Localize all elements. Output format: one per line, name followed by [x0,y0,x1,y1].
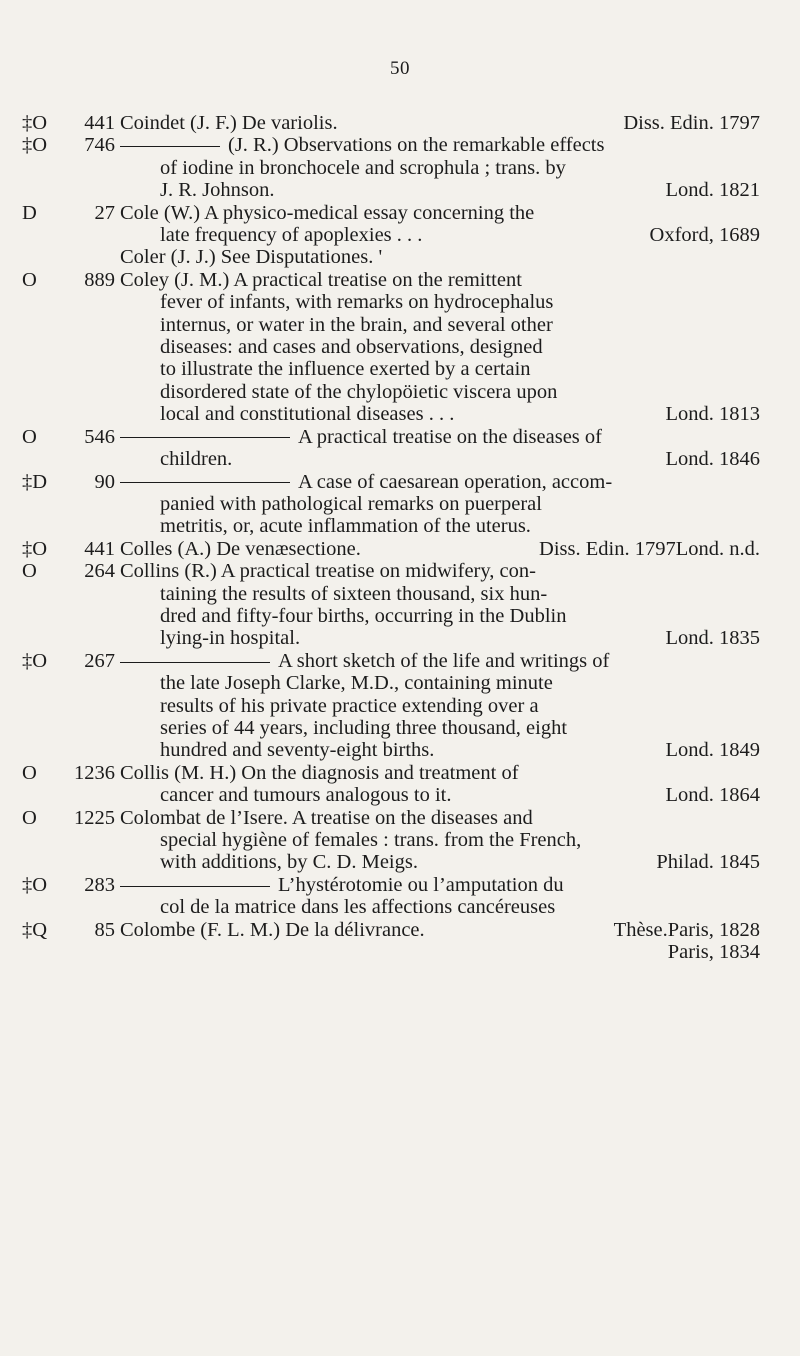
line-text: Coley (J. M.) A practical treatise on the remittent [120,268,522,291]
bibliography-entry [0,918,800,964]
line-text: Colombat de l’Isere. A treatise on the diseases and [120,806,533,829]
line-text: of iodine in bronchocele and scrophula ; trans. by [160,156,566,179]
imprint: Lond. 1864 [665,784,760,807]
imprint: Thèse. [613,918,668,941]
entry-text [120,134,760,201]
entry-line [120,627,760,649]
line-text: Colles (A.) De venæsectione. [120,537,361,560]
entry-line [120,874,760,896]
entry-text [120,560,760,650]
entry-mark: ‡D [22,470,48,493]
entry-line [120,381,760,403]
entry-line [120,269,760,291]
entry-line [120,358,760,380]
bibliography-entry [0,269,800,426]
entry-number: 283 [84,873,115,896]
entry-text [120,650,760,762]
entry-number: 889 [84,268,115,291]
imprint: Oxford, 1689 [649,224,760,247]
line-text: col de la matrice dans les affections cancéreuses [160,896,556,919]
line-text: with additions, by C. D. Meigs. [160,851,418,874]
line-text: late frequency of apoplexies . . . [160,224,423,247]
line-text: special hygiène of females : trans. from the French, [160,829,582,851]
line-text: local and constitutional diseases . . . [160,403,455,426]
entry-number: 441 [84,537,115,560]
page-number: 50 [390,58,410,79]
entry-mark: O [22,560,37,583]
imprint: Diss. Edin. 1797 [539,537,676,560]
entry-line [120,538,760,560]
bibliography-entry [0,202,800,269]
line-text: Cole (W.) A physico-medical essay concerning the [120,201,535,224]
imprint: Lond. n.d. [675,537,760,560]
entry-number: 746 [84,134,115,157]
entry-line [120,717,760,739]
entry-number: 546 [84,425,115,448]
imprint: Lond. 1846 [665,448,760,471]
entry-line [120,336,760,358]
entry-line [120,583,760,605]
ditto-rule [120,146,220,147]
bibliography-entry [0,560,800,650]
entry-text [120,762,760,807]
entry-line [120,560,760,582]
entry-line [120,134,760,156]
entry-line [120,829,760,851]
entry-line [120,202,760,224]
entry-number: 90 [94,470,115,493]
entry-mark: ‡O [22,537,48,560]
entry-line [120,179,760,201]
entry-line [120,157,760,179]
entry-line [120,784,760,806]
line-text: A short sketch of the life and writings of [278,649,610,672]
bibliography-entry [0,426,800,471]
entry-line [120,224,760,246]
entry-line [120,291,760,313]
entry-line [120,896,760,918]
entry-line [120,739,760,761]
line-text: panied with pathological remarks on puerperal [160,492,542,515]
entry-mark: ‡Q [22,918,48,941]
imprint: Lond. 1821 [665,179,760,202]
bibliography-entries [0,112,800,963]
line-text: Colombe (F. L. M.) De la délivrance. [120,918,425,941]
bibliography-entry [0,538,800,560]
entry-text [120,918,760,964]
bibliography-entry [0,134,800,201]
line-text: Collis (M. H.) On the diagnosis and treatment of [120,761,519,784]
entry-mark: ‡O [22,134,48,157]
entry-text [120,112,760,134]
entry-mark: O [22,806,37,829]
entry-line [120,762,760,784]
entry-number: 1236 [74,761,115,784]
entry-line [120,650,760,672]
line-text: metritis, or, acute inflammation of the uterus. [160,515,531,538]
bibliography-entry [0,112,800,134]
line-text: taining the results of sixteen thousand, six hun- [160,582,548,605]
entry-line [120,403,760,425]
entry-text [120,807,760,874]
bibliography-entry [0,650,800,762]
entry-line [120,471,760,493]
entry-number: 27 [94,201,115,224]
imprint: Paris, 1834 [667,941,760,964]
entry-line [120,672,760,694]
line-text: dred and fifty-four births, occurring in the Dublin [160,604,567,627]
line-text: J. R. Johnson. [160,179,275,202]
entry-line [120,605,760,627]
entry-line [120,515,760,537]
entry-line [120,246,760,268]
line-text: series of 44 years, including three thousand, eight [160,716,568,739]
ditto-rule [120,437,290,438]
line-text: A case of caesarean operation, accom- [298,470,613,493]
imprint: Philad. 1845 [656,851,760,874]
ditto-rule [120,482,290,483]
ditto-rule [120,662,270,663]
line-text: A practical treatise on the diseases of [298,425,602,448]
line-text: to illustrate the influence exerted by a certain [160,358,531,381]
line-text: children. [160,448,233,471]
entry-line [120,112,760,134]
entry-mark: ‡O [22,112,48,134]
entry-number: 267 [84,649,115,672]
entry-mark: O [22,425,37,448]
entry-number: 264 [84,560,115,583]
line-text: internus, or water in the brain, and several other [160,313,553,336]
bibliography-entry [0,807,800,874]
line-text: diseases: and cases and observations, designed [160,336,543,359]
entry-line [120,426,760,448]
entry-text [120,269,760,426]
entry-mark: ‡O [22,873,48,896]
entry-line [120,695,760,717]
entry-line [120,493,760,515]
entry-line [120,851,760,873]
line-text: Coler (J. J.) See Disputationes. ' [120,246,383,269]
entry-mark: ‡O [22,649,48,672]
entry-text [120,538,760,560]
line-text: disordered state of the chylopöietic viscera upon [160,380,558,403]
imprint: Lond. 1813 [665,403,760,426]
bibliography-entry [0,762,800,807]
line-text: hundred and seventy-eight births. [160,739,435,762]
line-text: (J. R.) Observations on the remarkable effects [228,134,605,157]
line-text: Coindet (J. F.) De variolis. [120,112,338,134]
line-text: cancer and tumours analogous to it. [160,784,452,807]
entry-line [120,314,760,336]
imprint: Paris, 1828 [667,918,760,941]
entry-text [120,426,760,471]
entry-number: 441 [84,112,115,134]
entry-mark: D [22,201,37,224]
ditto-rule [120,886,270,887]
line-text: fever of infants, with remarks on hydrocephalus [160,291,554,314]
entry-number: 85 [94,918,115,941]
line-text: L’hystérotomie ou l’amputation du [278,873,564,896]
line-text: results of his private practice extending over a [160,694,539,717]
entry-number: 1225 [74,806,115,829]
imprint: Lond. 1835 [665,627,760,650]
line-text: the late Joseph Clarke, M.D., containing minute [160,672,553,695]
entry-text [120,202,760,269]
entry-mark: O [22,761,37,784]
line-text: Collins (R.) A practical treatise on midwifery, con- [120,560,536,583]
entry-line [120,448,760,470]
entry-mark: O [22,268,37,291]
entry-line [120,919,760,941]
entry-line [120,807,760,829]
imprint: Diss. Edin. 1797 [623,112,760,134]
imprint: Lond. 1849 [665,739,760,762]
line-text: lying-in hospital. [160,627,301,650]
